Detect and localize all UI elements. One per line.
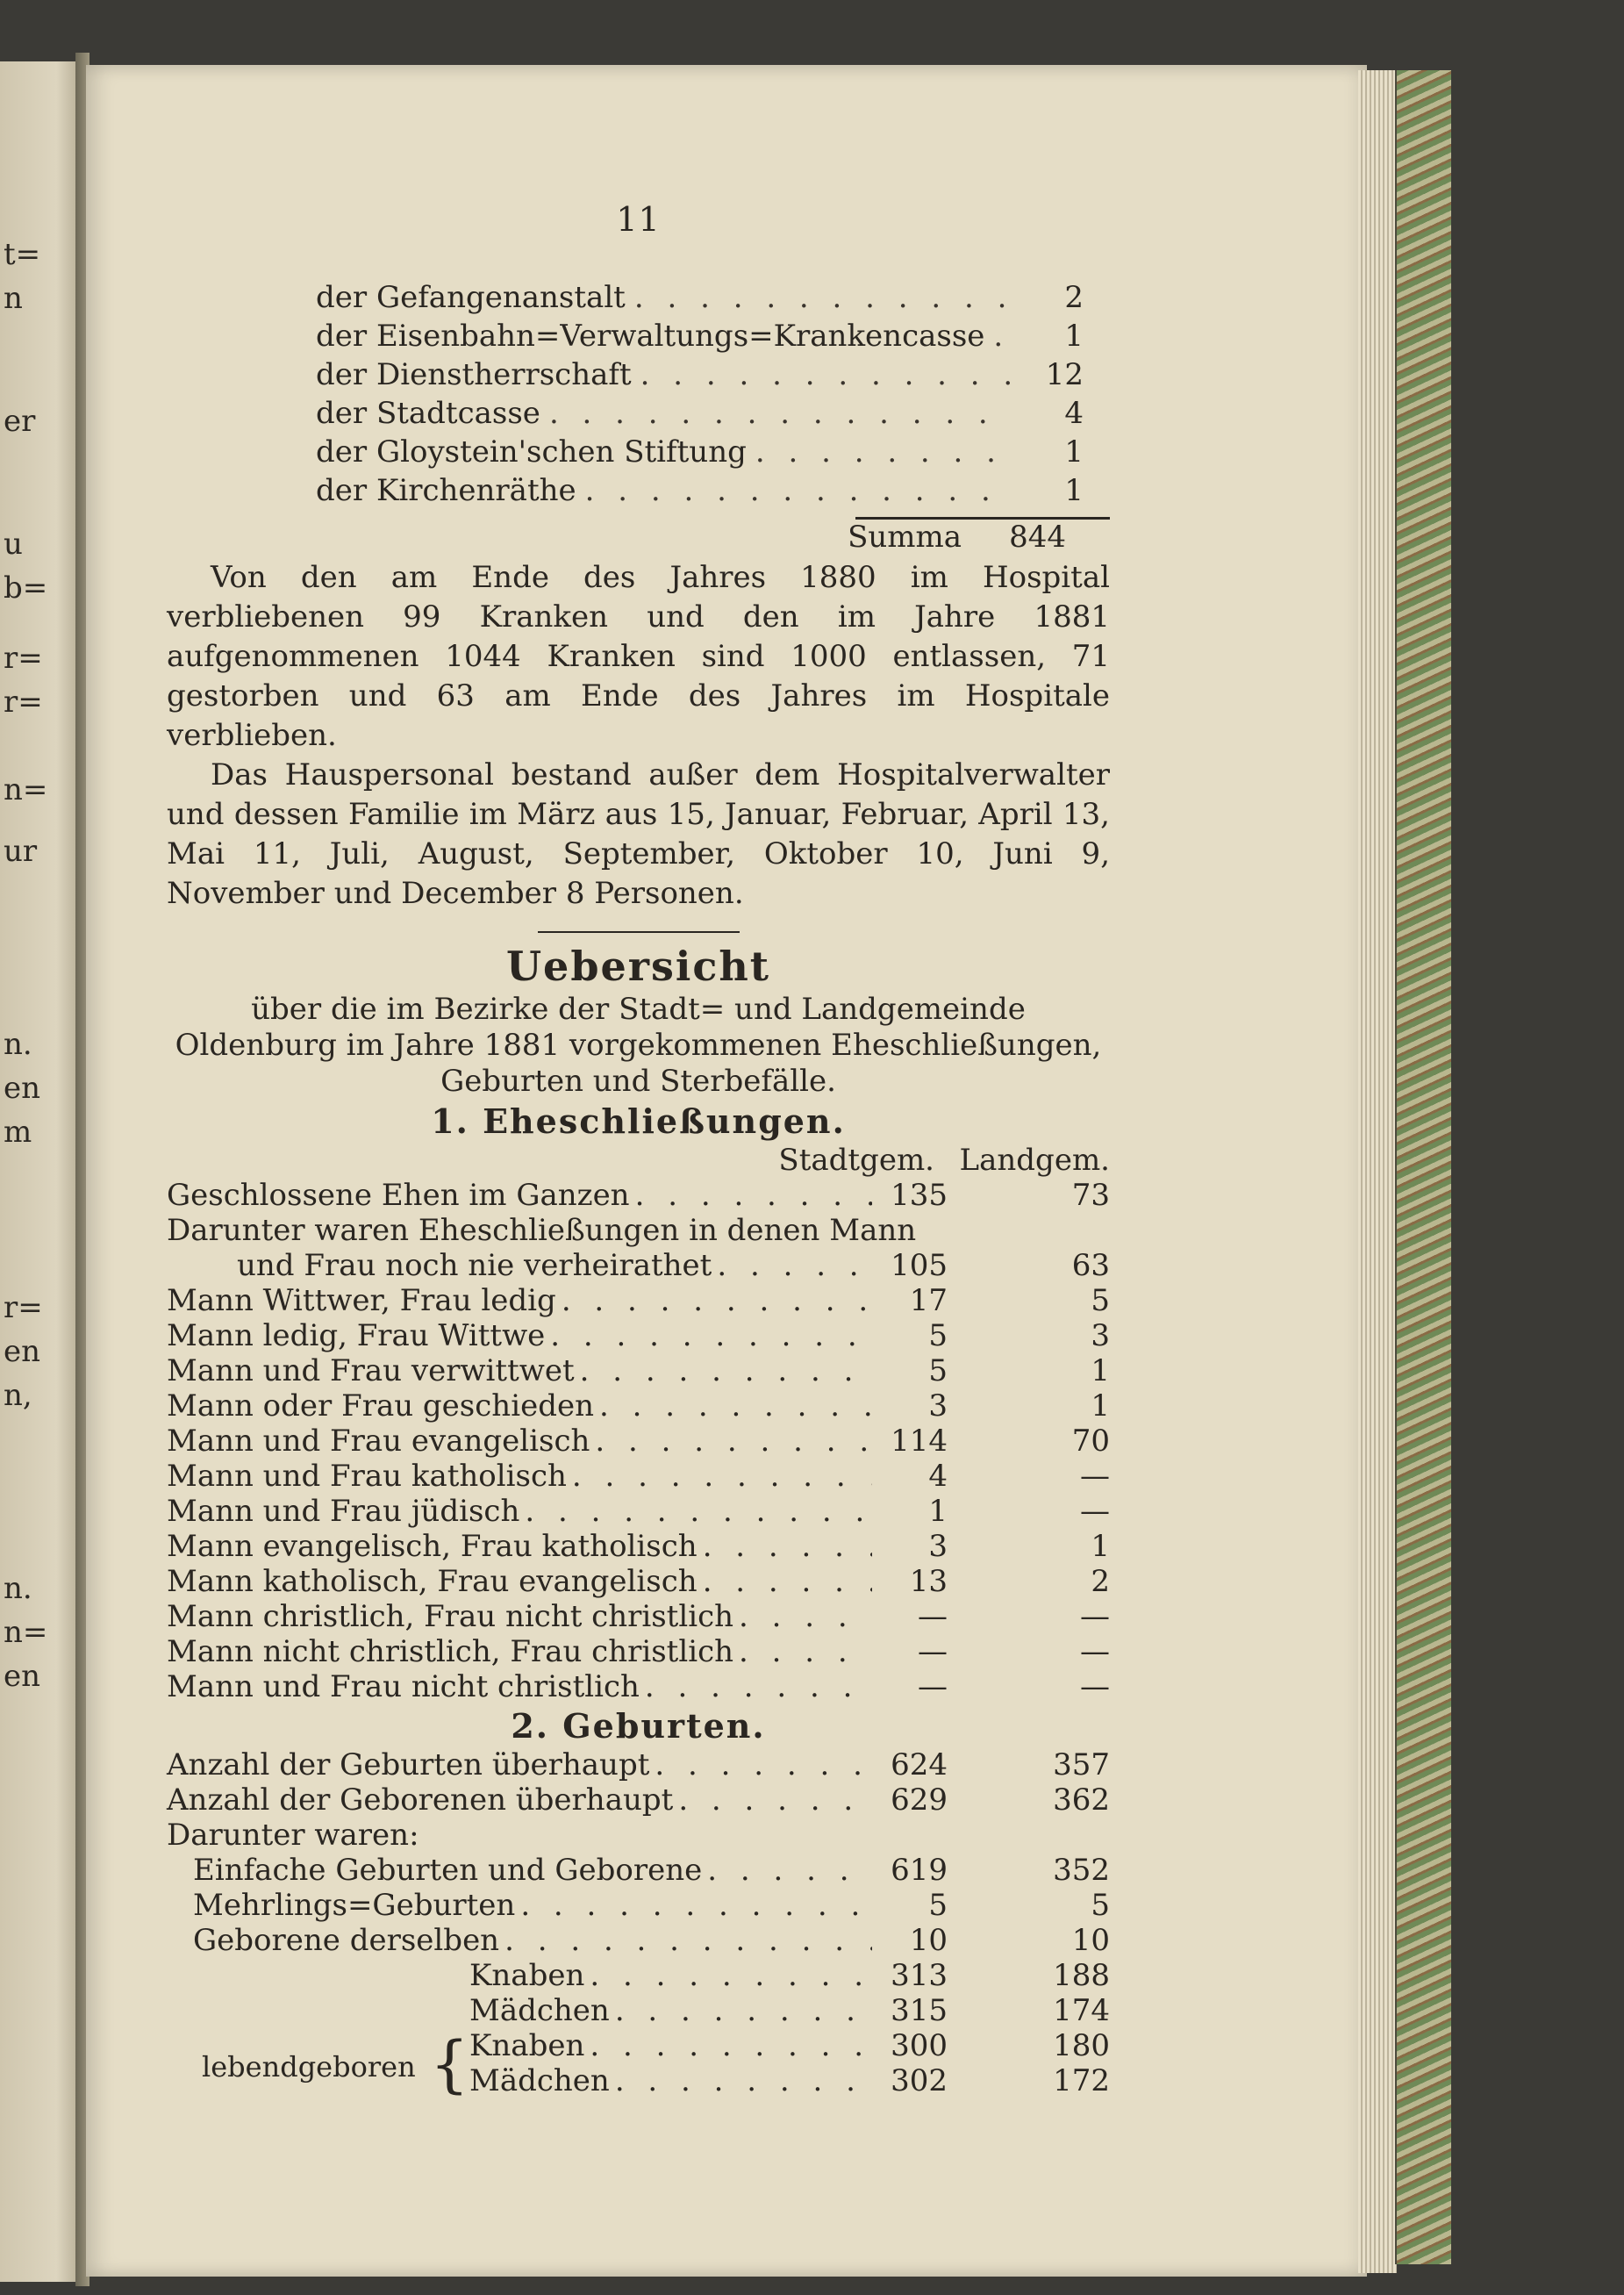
- table-row: [167, 1459, 1110, 1494]
- list-item-value: 4: [1064, 396, 1084, 431]
- row-label: Mann und Frau jüdisch: [167, 1494, 520, 1529]
- leader-dots: [595, 1424, 872, 1459]
- facing-page-text-fragment: n: [4, 281, 23, 316]
- row-label: Mann und Frau nicht christlich: [167, 1669, 640, 1704]
- facing-page-edge: [0, 61, 81, 2282]
- list-item-label: der Stadtcasse: [316, 396, 540, 431]
- lebendgeboren-label: lebendgeboren: [202, 2050, 416, 2083]
- value-landgem: 188: [1053, 1958, 1110, 1993]
- table-row: [167, 1923, 1110, 1958]
- leader-dots: [634, 280, 1013, 316]
- value-landgem: 180: [1053, 2028, 1110, 2063]
- paragraph-patients: Von den am Ende des Jahres 1880 im Hospital verbliebenen 99 Kranken und den im Jahre 1881 aufgenommenen 1044 Kranken sind 1000 entlassen, 71 gestorben und 63 am Ende des Jahres im Hospitale verblieben.: [167, 560, 1110, 753]
- value-landgem: 1: [1091, 1529, 1110, 1564]
- lebendgeboren-group: [167, 2028, 1110, 2098]
- value-stadtgem: 313: [891, 1958, 948, 1993]
- row-label: Mann und Frau evangelisch: [167, 1424, 590, 1459]
- table-row: [167, 1853, 1110, 1888]
- row-label: Mann nicht christlich, Frau christlich: [167, 1634, 734, 1669]
- value-landgem: 352: [1053, 1853, 1110, 1888]
- page-content: [167, 202, 1110, 2098]
- value-stadtgem: 105: [891, 1248, 948, 1283]
- value-stadtgem: 629: [891, 1782, 948, 1818]
- row-label: Mädchen: [469, 2063, 610, 2098]
- leader-dots: [739, 1599, 872, 1635]
- list-item: [167, 434, 1110, 473]
- summa-line: [167, 520, 1110, 558]
- value-stadtgem: 5: [928, 1888, 948, 1923]
- value-stadtgem: —: [918, 1634, 948, 1669]
- value-landgem: 3: [1091, 1318, 1110, 1353]
- value-landgem: 1: [1091, 1353, 1110, 1388]
- table-row: [167, 1993, 1110, 2028]
- facing-page-text-fragment: t=: [4, 237, 41, 272]
- facing-page-text-fragment: en: [4, 1659, 41, 1694]
- row-label: Mann katholisch, Frau evangelisch: [167, 1564, 698, 1599]
- row-label: Mann und Frau verwittwet: [167, 1353, 575, 1388]
- row-label: Mann evangelisch, Frau katholisch: [167, 1529, 698, 1564]
- facing-page-text-fragment: u: [4, 527, 23, 562]
- value-stadtgem: 315: [891, 1993, 948, 2028]
- value-landgem: 70: [1071, 1424, 1110, 1459]
- paragraph-staff: Das Hauspersonal bestand außer dem Hospitalverwalter und dessen Familie im März aus 15, Januar, Februar, April 13, Mai 11, Juli, August, September, Oktober 10, Juni 9, November und December 8 Personen.: [167, 757, 1110, 911]
- table-row: [167, 1669, 1110, 1704]
- table-row: [167, 1388, 1110, 1424]
- value-stadtgem: 300: [891, 2028, 948, 2063]
- facing-page-text-fragment: n.: [4, 1027, 32, 1062]
- list-item: [167, 280, 1110, 319]
- section-title: Uebersicht: [505, 943, 771, 990]
- table-row: [167, 1782, 1110, 1818]
- table-row: [167, 1283, 1110, 1318]
- facing-page-text-fragment: n.: [4, 1571, 32, 1606]
- list-item-value: 2: [1064, 280, 1084, 315]
- table-row: [167, 1564, 1110, 1599]
- list-item-label: der Kirchenräthe: [316, 473, 576, 508]
- book-spine: [1395, 70, 1451, 2264]
- facing-page-text-fragment: n=: [4, 772, 48, 807]
- value-stadtgem: 4: [928, 1459, 948, 1494]
- column-landgem: Landgem.: [959, 1143, 1110, 1178]
- source-list: [167, 280, 1110, 512]
- leader-dots: [635, 1178, 872, 1214]
- value-landgem: 1: [1091, 1388, 1110, 1424]
- value-landgem: 5: [1091, 1888, 1110, 1923]
- value-stadtgem: 3: [928, 1529, 948, 1564]
- list-item-value: 1: [1064, 319, 1084, 354]
- leader-dots: [504, 1923, 872, 1959]
- facing-page-text-fragment: er: [4, 404, 36, 439]
- table-row: [167, 1634, 1110, 1669]
- row-label: Knaben: [469, 2028, 585, 2063]
- value-landgem: 357: [1053, 1747, 1110, 1782]
- leader-dots: [755, 434, 1013, 470]
- row-label: Mann ledig, Frau Wittwe: [167, 1318, 546, 1353]
- row-label: Darunter waren:: [167, 1818, 419, 1853]
- row-label: Mann oder Frau geschieden: [167, 1388, 594, 1424]
- value-stadtgem: 624: [891, 1747, 948, 1782]
- table-row: [167, 1529, 1110, 1564]
- list-item: [167, 319, 1110, 357]
- value-landgem: —: [1080, 1599, 1110, 1634]
- leader-dots: [640, 357, 1013, 393]
- leader-dots: [703, 1529, 872, 1565]
- leader-dots: [572, 1459, 872, 1495]
- value-landgem: 172: [1053, 2063, 1110, 2098]
- table-row: [167, 1424, 1110, 1459]
- leader-dots: [520, 1888, 872, 1924]
- leader-dots: [615, 1993, 872, 2029]
- value-stadtgem: 5: [928, 1353, 948, 1388]
- value-stadtgem: 13: [909, 1564, 948, 1599]
- curly-brace-icon: {: [430, 2028, 469, 2100]
- facing-page-text-fragment: en: [4, 1334, 41, 1369]
- table-row: [167, 1747, 1110, 1782]
- leader-dots: [739, 1634, 872, 1670]
- value-landgem: —: [1080, 1494, 1110, 1529]
- value-landgem: —: [1080, 1669, 1110, 1704]
- leader-dots: [678, 1782, 872, 1818]
- facing-page-text-fragment: r=: [4, 1290, 43, 1325]
- list-item-label: der Eisenbahn=Verwaltungs=Krankencasse: [316, 319, 985, 354]
- row-label: Mehrlings=Geburten: [193, 1888, 516, 1923]
- table-row: [167, 1353, 1110, 1388]
- value-stadtgem: —: [918, 1599, 948, 1634]
- list-item-label: der Gefangenanstalt: [316, 280, 626, 315]
- value-stadtgem: 3: [928, 1388, 948, 1424]
- leader-dots: [707, 1853, 872, 1889]
- list-item: [167, 473, 1110, 512]
- facing-page-text-fragment: r=: [4, 685, 43, 720]
- table-header: [167, 1143, 1110, 1178]
- leader-dots: [655, 1747, 872, 1783]
- leader-dots: [993, 319, 1013, 355]
- row-label: Mann und Frau katholisch: [167, 1459, 567, 1494]
- value-landgem: 362: [1053, 1782, 1110, 1818]
- table-row: [167, 1818, 1110, 1853]
- section-subtitle: über die im Bezirke der Stadt= und Landgemeinde Oldenburg im Jahre 1881 vorgekommenen Eheschließungen, Geburten und Sterbefälle.: [175, 992, 1102, 1099]
- leader-dots: [549, 396, 1013, 432]
- table-row: [167, 1958, 1110, 1993]
- value-stadtgem: 5: [928, 1318, 948, 1353]
- value-stadtgem: 17: [909, 1283, 948, 1318]
- facing-page-text-fragment: en: [4, 1071, 41, 1106]
- leader-dots: [585, 473, 1013, 509]
- facing-page-text-fragment: r=: [4, 641, 43, 676]
- marriages-table: [167, 1178, 1110, 1704]
- facing-page-text-fragment: m: [4, 1115, 32, 1150]
- row-label: Mann Wittwer, Frau ledig: [167, 1283, 556, 1318]
- value-landgem: 5: [1091, 1283, 1110, 1318]
- leader-dots: [562, 1283, 872, 1319]
- row-label: Anzahl der Geborenen überhaupt: [167, 1782, 674, 1818]
- value-stadtgem: 135: [891, 1178, 948, 1213]
- births-table: [167, 1747, 1110, 2028]
- list-item-value: 1: [1064, 473, 1084, 508]
- list-item-value: 12: [1045, 357, 1084, 392]
- value-stadtgem: 619: [891, 1853, 948, 1888]
- table-row: [167, 1213, 1110, 1248]
- value-stadtgem: 1: [928, 1494, 948, 1529]
- summa-value: 844: [1009, 520, 1066, 555]
- leader-dots: [590, 1958, 872, 1994]
- table-row: [167, 1494, 1110, 1529]
- value-landgem: —: [1080, 1634, 1110, 1669]
- row-label: Mädchen: [469, 1993, 610, 2028]
- value-landgem: 174: [1053, 1993, 1110, 2028]
- row-label: Mann christlich, Frau nicht christlich: [167, 1599, 734, 1634]
- facing-page-text-fragment: n,: [4, 1378, 32, 1413]
- facing-page-text-fragment: b=: [4, 570, 48, 606]
- value-landgem: 73: [1071, 1178, 1110, 1213]
- value-landgem: —: [1080, 1459, 1110, 1494]
- value-landgem: 2: [1091, 1564, 1110, 1599]
- row-label: Knaben: [469, 1958, 585, 1993]
- heading-births: 2. Geburten.: [511, 1706, 766, 1746]
- value-stadtgem: —: [918, 1669, 948, 1704]
- table-row: [167, 1888, 1110, 1923]
- heading-marriages: 1. Eheschließungen.: [431, 1101, 846, 1141]
- page-number: 11: [616, 200, 661, 239]
- column-stadtgem: Stadtgem.: [778, 1143, 934, 1178]
- facing-page-text-fragment: n=: [4, 1615, 48, 1650]
- row-label: und Frau noch nie verheirathet: [237, 1248, 712, 1283]
- table-row: [167, 1599, 1110, 1634]
- value-landgem: 10: [1071, 1923, 1110, 1958]
- table-row: [167, 1178, 1110, 1213]
- leader-dots: [580, 1353, 872, 1389]
- value-stadtgem: 10: [909, 1923, 948, 1958]
- leader-dots: [717, 1248, 872, 1284]
- row-label: Darunter waren Eheschließungen in denen Mann: [167, 1213, 917, 1248]
- list-item-value: 1: [1064, 434, 1084, 470]
- summa-label: Summa: [848, 520, 962, 555]
- list-item: [167, 357, 1110, 396]
- table-row: [167, 1318, 1110, 1353]
- leader-dots: [615, 2063, 872, 2099]
- leader-dots: [525, 1494, 872, 1530]
- row-label: Einfache Geburten und Geborene: [193, 1853, 703, 1888]
- leader-dots: [599, 1388, 872, 1424]
- page-edges: [1358, 70, 1397, 2273]
- list-item-label: der Dienstherrschaft: [316, 357, 632, 392]
- row-label: Anzahl der Geburten überhaupt: [167, 1747, 650, 1782]
- row-label: Geborene derselben: [193, 1923, 500, 1958]
- facing-page-text-fragment: ur: [4, 834, 38, 869]
- divider: [538, 931, 740, 933]
- leader-dots: [550, 1318, 872, 1354]
- value-stadtgem: 114: [891, 1424, 948, 1459]
- list-item: [167, 396, 1110, 434]
- table-row: [167, 1248, 1110, 1283]
- leader-dots: [645, 1669, 872, 1705]
- leader-dots: [590, 2028, 872, 2064]
- leader-dots: [703, 1564, 872, 1600]
- value-stadtgem: 302: [891, 2063, 948, 2098]
- value-landgem: 63: [1071, 1248, 1110, 1283]
- list-item-label: der Gloystein'schen Stiftung: [316, 434, 747, 470]
- row-label: Geschlossene Ehen im Ganzen: [167, 1178, 630, 1213]
